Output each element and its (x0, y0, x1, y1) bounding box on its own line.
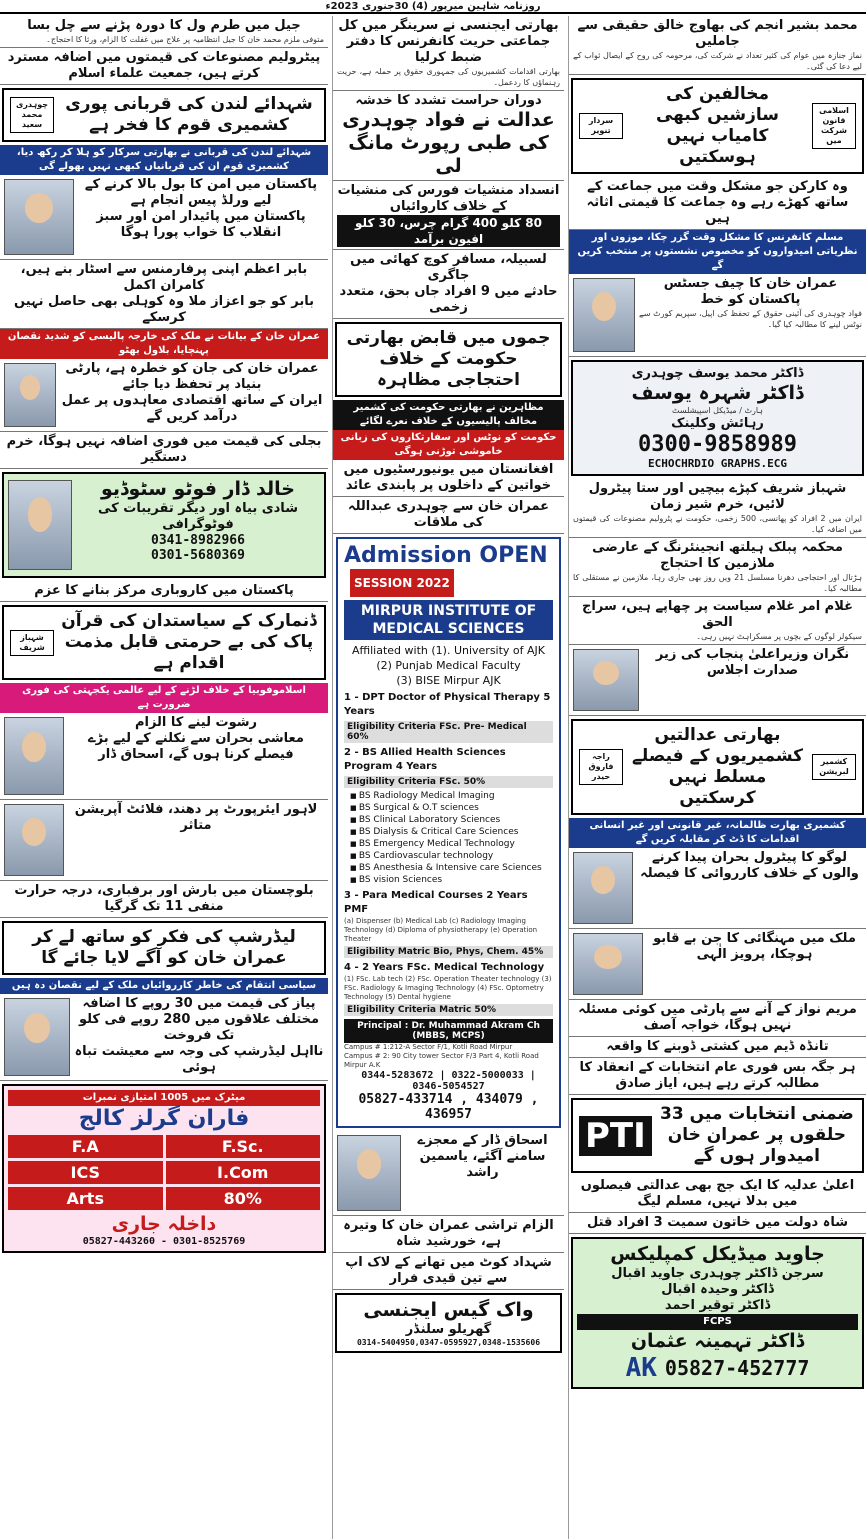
institute-name: MIRPUR INSTITUTE OF MEDICAL SCIENCES (344, 600, 553, 640)
affiliation: (3) BISE Mirpur AJK (396, 674, 501, 687)
story (569, 1000, 866, 1037)
ad-doctor: ڈاکٹر وحیدہ اقبال (661, 1282, 774, 1297)
program-item: ■ BS Anesthesia & Intensive care Sciences (350, 862, 553, 874)
story (0, 260, 328, 329)
admission-advertisement (336, 537, 561, 1128)
story-body: ایران میں 2 افراد کو پھانسی، 500 زخمی، حکومت نے پٹرولیم مصنوعات کی قیمتوں میں اضافہ کیا۔ (573, 514, 862, 534)
course-badge: F.A (8, 1135, 163, 1158)
headline: لاہور ایئرپورٹ پر دھند، فلائٹ آپریشن متاثر (74, 802, 318, 833)
column-middle (332, 16, 564, 1539)
headline: تانڈہ ڈیم میں کشتی ڈوبنے کا واقعہ (606, 1039, 829, 1054)
ad-phone: 0301-5680369 (151, 548, 245, 563)
admission-landlines: 05827-433714 , 434079 , 436957 (358, 1092, 539, 1122)
story (569, 16, 866, 75)
headline: بابر اعظم اپنی پرفارمنس سے اسٹار بنے ہیں، کامران اکمل (20, 262, 308, 293)
headline: الزام تراشی عمران خان کا وتیرہ ہے، خورشید شاہ (343, 1218, 554, 1249)
course-badge: 80% (166, 1187, 321, 1210)
person-photo (573, 852, 633, 924)
photo-studio-advertisement (2, 472, 326, 578)
banner-tag: اسلامی قانون شرکت میں (812, 103, 856, 149)
highlight-strip: کشمیری بھارت ظالمانہ، غیر قانونی اور غیر انسانی اقدامات کا ڈٹ کر مقابلہ کریں گے (569, 818, 866, 848)
story (569, 1037, 866, 1058)
story (333, 91, 564, 181)
highlight-strip: عمران خان کے بیانات نے ملک کی خارجہ پالیسی کو شدید نقصان پہنچایا، بلاول بھٹو (0, 329, 328, 359)
story (0, 800, 328, 881)
course-badge: I.Com (166, 1161, 321, 1184)
headline: لوگو کا پیٹرول بحران پیدا کرنے والوں کے خلاف کارروائی کا فیصلہ (640, 850, 859, 881)
medical-complex-advertisement (571, 1237, 864, 1389)
headline: ہر جگہ بس فوری عام انتخابات کے انعقاد کا مطالبہ کرتے رہے ہیں، ایاز صادق (579, 1060, 856, 1091)
story (0, 48, 328, 85)
story (569, 1213, 866, 1234)
story-body: فواد چوہدری کی آئینی حقوق کے تحفظ کی اپیل، سپریم کورٹ سے نوٹس لینے کا مطالبہ کیا گیا۔ (639, 309, 862, 329)
person-photo (4, 179, 74, 255)
program-item: ■ BS Dialysis & Critical Care Sciences (350, 826, 553, 838)
banner-text: لیڈرشپ کی فکر کو ساتھ لے کر عمران خان کو آگے لایا جائے گا (32, 927, 296, 968)
ad-tagline: ECHOCHRDIO GRAPHS.ECG (647, 457, 788, 470)
banner-text: بھارتی عدالتیں کشمیریوں کے فیصلے مسلط نہیں کرسکتیں (631, 725, 804, 808)
headline-main: عدالت نے فواد چوہدری کی طبی رپورٹ مانگ لی (342, 109, 555, 177)
story (0, 994, 328, 1081)
ad-title: واک گیس ایجنسی (363, 1299, 534, 1321)
headline: بلوچستان میں بارش اور برفباری، درجہ حرارت منفی 11 تک گرگیا (14, 883, 314, 914)
ad-title: جاوید میڈیکل کمپلیکس (610, 1243, 825, 1265)
story (569, 597, 866, 645)
ad-open: داخلہ جاری (111, 1213, 217, 1235)
headline: ایران کے ساتھ اقتصادی معاہدوں پر عمل درآمد کریں گے (61, 393, 323, 424)
admission-phones: 0344-5283672 | 0322-5000033 | 0346-5054527 (361, 1070, 536, 1092)
headline: عمران خان کا چیف جسٹس پاکستان کو خط (663, 276, 838, 307)
banner-tag: کشمیر لبریشن (812, 754, 856, 780)
eligibility: Eligibility Matric Bio, Phys, Chem. 45% (344, 946, 553, 958)
story (0, 581, 328, 602)
story (569, 1058, 866, 1095)
ad-subtitle: گھریلو سلنڈر (405, 1322, 492, 1337)
headline: محمد بشیر انجم کی بھاوج خالق حقیقی سے جاملیں (577, 18, 858, 49)
person-photo (4, 804, 64, 876)
story (569, 929, 866, 1000)
masthead: روزنامہ شاہین میرپور (4) 30جنوری 2023ء (0, 0, 866, 14)
headline: معاشی بحران سے نکلنے کے لیے بڑے فیصلے کرنا ہوں گے، اسحاق ڈار (88, 731, 304, 762)
story (333, 181, 564, 250)
banner-text: مخالفین کی سازشیں کبھی کامیاب نہیں ہوسکتیں (655, 84, 779, 167)
ad-phone: 0300-9858989 (638, 432, 797, 457)
column-left (0, 16, 328, 1539)
highlight-strip: مسلم کانفرنس کا مشکل وقت گزر چکا، موزوں اور نظریاتی امیدواروں کو مخصوص نشستوں پر منتخب کریں گے (569, 230, 866, 274)
ad-phone: 05827-443260 - 0301-8525769 (82, 1236, 246, 1247)
program-item: ■ BS Radiology Medical Imaging (350, 790, 553, 802)
story (333, 1131, 564, 1216)
gas-agency-advertisement (335, 1293, 562, 1353)
campus-address: Campus # 1:212-A Sector F/1, Kotli Road Mirpur (344, 1043, 513, 1051)
program: 1 - DPT Doctor of Physical Therapy 5 Years (344, 692, 551, 717)
headline: پاکستان میں پائیدار امن اور سبز انقلاب کا خواب پورا ہوگا (96, 209, 306, 240)
college-advertisement (2, 1084, 326, 1253)
ad-banner: میٹرک میں 1005 امتیازی نمبرات (8, 1090, 320, 1106)
highlight-strip: سیاسی انتقام کی خاطر کارروائیاں ملک کے لیے نقصان دہ ہیں (0, 978, 328, 994)
story (333, 460, 564, 497)
headline-sub: حادثے میں 9 افراد جاں بحق، متعدد زخمی (339, 284, 558, 315)
program-list (344, 790, 553, 886)
headline: پیاز کی قیمت میں 30 روپے کا اضافہ (82, 996, 316, 1011)
banner-text: جموں میں قابض بھارتی حکومت کے خلاف احتجاجی مظاہرہ (346, 328, 551, 390)
story (569, 645, 866, 716)
headline: مختلف علاقوں میں 280 روپے فی کلو تک فروخت (78, 1012, 320, 1043)
headline: محکمہ پبلک ہیلتھ انجینئرنگ کے عارضی ملازمین کا احتجاج (592, 540, 843, 571)
story (569, 177, 866, 230)
story-body: سیکولر لوگوں کے بچوں پر مسکراہٹ نہیں رہی۔ (696, 632, 862, 641)
headline: نااہل لیڈرشپ کی وجہ سے معیشت تباہ ہوئی (74, 1044, 324, 1075)
person-photo (573, 649, 639, 711)
banner-text: ڈنمارک کے سیاستدان کی قرآن پاک کی بے حرمتی قابل مذمت اقدام ہے (61, 611, 317, 673)
story (0, 432, 328, 469)
course-badge: ICS (8, 1161, 163, 1184)
headline-banner (571, 719, 864, 815)
headline: اسحاق ڈار کے معجزے سامنے آگئے، یاسمین راشد (417, 1133, 548, 1180)
story (0, 175, 328, 260)
affiliation: (2) Punjab Medical Faculty (376, 659, 521, 672)
headline: پاکستان میں امن کا بول بالا کرنے کے لیے ورلڈ پیس انجام ہے (84, 177, 318, 208)
ad-phone: 0314-5404950,0347-0595927,0348-1535606 (356, 1338, 541, 1347)
highlight-strip: حکومت کو نوٹس اور سفارتکاروں کی زبانی خاموشی توڑنی ہوگی (333, 430, 564, 460)
story (333, 1253, 564, 1290)
program-item: ■ BS Cardiovascular technology (350, 850, 553, 862)
program-item: ■ BS Clinical Laboratory Sciences (350, 814, 553, 826)
person-photo (8, 480, 72, 570)
course-grid (8, 1135, 320, 1210)
admission-title (344, 543, 553, 597)
ad-phone: 05827-452777 (664, 1356, 810, 1380)
ad-doctor: ڈاکٹر تہمینہ عثمان (630, 1330, 805, 1352)
story (333, 16, 564, 91)
eligibility: Eligibility Criteria Matric 50% (344, 1004, 553, 1016)
person-photo (4, 717, 64, 795)
headline: بابر کو جو اعزاز ملا وہ کوہلی بھی حاصل نہیں کرسکے (14, 294, 314, 325)
story (569, 1176, 866, 1213)
headline: بھارتی ایجنسی نے سرینگر میں کل جماعتی حریت کانفرنس کا دفتر ضبط کرلیا (338, 18, 559, 65)
headline: اعلیٰ عدلیہ کا ایک جج بھی عدالتی فیصلوں میں بدلا نہیں، مسلم لیگ (580, 1178, 855, 1209)
program-detail: (a) Dispenser (b) Medical Lab (c) Radiology Imaging Technology (d) Diploma of physiotherapy (e) Operation Theater (344, 917, 538, 943)
headline: ملک میں مہنگائی کا جن بے قابو ہوچکا، پرویز الٰہی (653, 931, 856, 962)
pti-banner (571, 1098, 864, 1173)
story (0, 359, 328, 432)
headline-banner (2, 605, 326, 680)
affiliation: Affiliated with (1). University of AJK (351, 644, 546, 657)
story (333, 497, 564, 534)
headline: عمران خان کی جان کو خطرہ ہے، پارٹی بنیاد پر تحفظ دیا جائے (65, 361, 319, 392)
ad-specialty: ہارٹ / میڈیکل اسپیشلسٹ (672, 406, 763, 415)
story (0, 16, 328, 48)
headline: وہ کارکن جو مشکل وقت میں جماعت کے ساتھ کھڑے رہے وہ جماعت کا قیمتی اثاثہ ہیں (586, 179, 849, 226)
banner-tag-name: راجہ فاروق حیدر (579, 749, 623, 785)
headline: غلام امر غلام سیاست پر چھاپے ہیں، سراج الحق (582, 599, 853, 630)
headline: مریم نواز کے آنے سے پارٹی میں کوئی مسئلہ نہیں ہوگا، خواجہ آصف (578, 1002, 857, 1033)
story (0, 713, 328, 800)
ad-doctor: ڈاکٹر توقیر احمد (664, 1298, 771, 1313)
story-body: بھارتی اقدامات کشمیریوں کی جمہوری حقوق پر حملہ ہے، حریت رہنماؤں کا ردعمل۔ (337, 67, 560, 87)
headline: افغانستان میں یونیورسٹیوں میں خواتین کے داخلوں پر پابندی عائد (343, 462, 554, 493)
headline-sub: 80 کلو 400 گرام چرس، 30 کلو افیون برآمد (337, 215, 560, 247)
ad-doctor: ڈاکٹر محمد یوسف چوہدری (631, 366, 804, 381)
admission-heading: dmission OPEN (361, 543, 548, 568)
principal: Principal : Dr. Muhammad Akram Ch (MBBS, MCPS) (344, 1019, 553, 1043)
story (0, 881, 328, 918)
program: 2 - BS Allied Health Sciences Program 4 Years (344, 747, 506, 772)
banner-tag-name: سردار تنویر (579, 113, 623, 139)
column-right (568, 16, 866, 1539)
banner-text: شہدائے لندن کی قربانی پوری کشمیری قوم کا فخر ہے (65, 94, 313, 135)
story (333, 1216, 564, 1253)
headline-banner (571, 78, 864, 174)
headline: رشوت لینے کا الزام (134, 715, 258, 730)
program-item: ■ BS Surgical & O.T sciences (350, 802, 553, 814)
story (569, 479, 866, 538)
headline: عمران خان سے چوہدری عبداللہ کی ملاقات (347, 499, 550, 530)
clinic-advertisement (571, 360, 864, 476)
program-detail: (1) FSc. Lab tech (2) FSc. Operation Theater technology (3) FSc. Radiology & Imaging Technology (4) FSc. Optometry Technology (5) Dental hygiene (344, 975, 552, 1001)
headline: شاہ دولت میں خاتون سمیت 3 افراد قتل (586, 1215, 849, 1230)
ad-brand: AK (625, 1353, 657, 1383)
headline-banner (335, 322, 562, 397)
story-body: نماز جنازہ میں عوام کی کثیر تعداد نے شرکت کی، مرحومہ کی روح کے ایصال ثواب کے لیے دعا کی گئی۔ (573, 51, 862, 71)
headline: پاکستان میں کاروباری مرکز بنانے کا عزم (34, 583, 294, 598)
program-item: ■ BS Emergency Medical Technology (350, 838, 553, 850)
headline: انسداد منشیات فورس کی منشیات کے خلاف کاروائیاں (337, 183, 560, 214)
headline: شہباز شریف کپڑے بیچیں اور ستا پیٹرول لائیں، خرم شیر زمان (588, 481, 847, 512)
eligibility: Eligibility Criteria FSc. Pre- Medical 60% (344, 721, 553, 743)
program: 4 - 2 Years FSc. Medical Technology (344, 962, 545, 973)
person-photo (337, 1135, 401, 1211)
headline: پیٹرولیم مصنوعات کی قیمتوں میں اضافہ مسترد کرتے ہیں، جمعیت علماء اسلام (7, 50, 321, 81)
story-body: ہڑتال اور احتجاجی دھرنا مسلسل 21 ویں روز بھی جاری رہا، ملازمین نے مستقلی کا مطالبہ کیا۔ (573, 573, 863, 593)
ad-surgeon: سرجن ڈاکٹر چوہدری جاوید اقبال (611, 1266, 824, 1281)
ad-title: فاران گرلز کالج (78, 1106, 250, 1131)
highlight-strip: مظاہرین نے بھارتی حکومت کی کشمیر مخالف پالیسیوں کے خلاف نعرے لگائے (333, 400, 564, 430)
headline: نگران وزیراعلیٰ پنجاب کی زیر صدارت اجلاس (655, 647, 850, 678)
story-body: متوفی ملزم محمد خان کا جیل انتظامیہ پر علاج میں غفلت کا الزام، ورثا کا احتجاج۔ (46, 35, 324, 44)
admission-initial: A (344, 543, 362, 568)
headline-banner (2, 921, 326, 975)
story (569, 274, 866, 357)
person-photo (4, 363, 56, 427)
story (569, 848, 866, 929)
course-badge: Arts (8, 1187, 163, 1210)
ad-phone: 0341-8982966 (151, 533, 245, 548)
person-photo (4, 998, 70, 1076)
banner-tag-name: شہباز شریف (10, 630, 54, 656)
program: 3 - Para Medical Courses 2 Years PMF (344, 890, 528, 915)
course-badge: F.Sc. (166, 1135, 321, 1158)
person-photo (573, 278, 635, 352)
headline: جیل میں طرم ول کا دورہ پڑنے سے چل بسا (27, 18, 301, 33)
ad-subtitle: شادی بیاہ اور دیگر تقریبات کی فوٹوگرافی (98, 501, 298, 532)
banner-tag-name: چوہدری محمد سعید (10, 97, 54, 133)
highlight-strip: اسلاموفوبیا کے خلاف لڑنے کے لیے عالمی یکجہتی کی فوری ضرورت ہے (0, 683, 328, 713)
headline-banner (2, 88, 326, 142)
ad-title: خالد ڈار فوٹو سٹوڈیو (101, 478, 295, 500)
program-item: ■ BS vision Sciences (350, 874, 553, 886)
story (569, 538, 866, 597)
story (333, 250, 564, 319)
session-badge: SESSION 2022 (350, 569, 454, 597)
ad-doctor-name: ڈاکٹر شہرہ یوسف (631, 382, 804, 404)
campus-address: Campus # 2: 90 City tower Sector F/3 Part 4, Kotli Road Mirpur A.K (344, 1052, 539, 1069)
person-photo (573, 933, 643, 995)
headline: دوران حراست تشدد کا خدشہ (355, 93, 542, 108)
pti-logo: PTI (579, 1116, 652, 1156)
headline: لسبیلہ، مسافر کوچ کھائی میں جاگری (350, 252, 547, 283)
highlight-strip: شہدائے لندن کی قربانی نے بھارتی سرکار کو ہلا کر رکھ دیا، کشمیری قوم ان کی قربانیاں کبھی نہیں بھولے گی (0, 145, 328, 175)
ad-clinic: رہائش وکلینک (671, 416, 764, 431)
eligibility: Eligibility Criteria FSc. 50% (344, 776, 553, 788)
headline: بجلی کی قیمت میں فوری اضافہ نہیں ہوگا، خرم دستگیر (6, 434, 322, 465)
ad-qualification: FCPS (577, 1314, 858, 1330)
banner-text: ضمنی انتخابات میں 33 حلقوں پر عمران خان امیدوار ہوں گے (659, 1104, 854, 1166)
headline: شہداد کوٹ میں تھانے کے لاک اپ سے تین قیدی فرار (345, 1255, 552, 1286)
